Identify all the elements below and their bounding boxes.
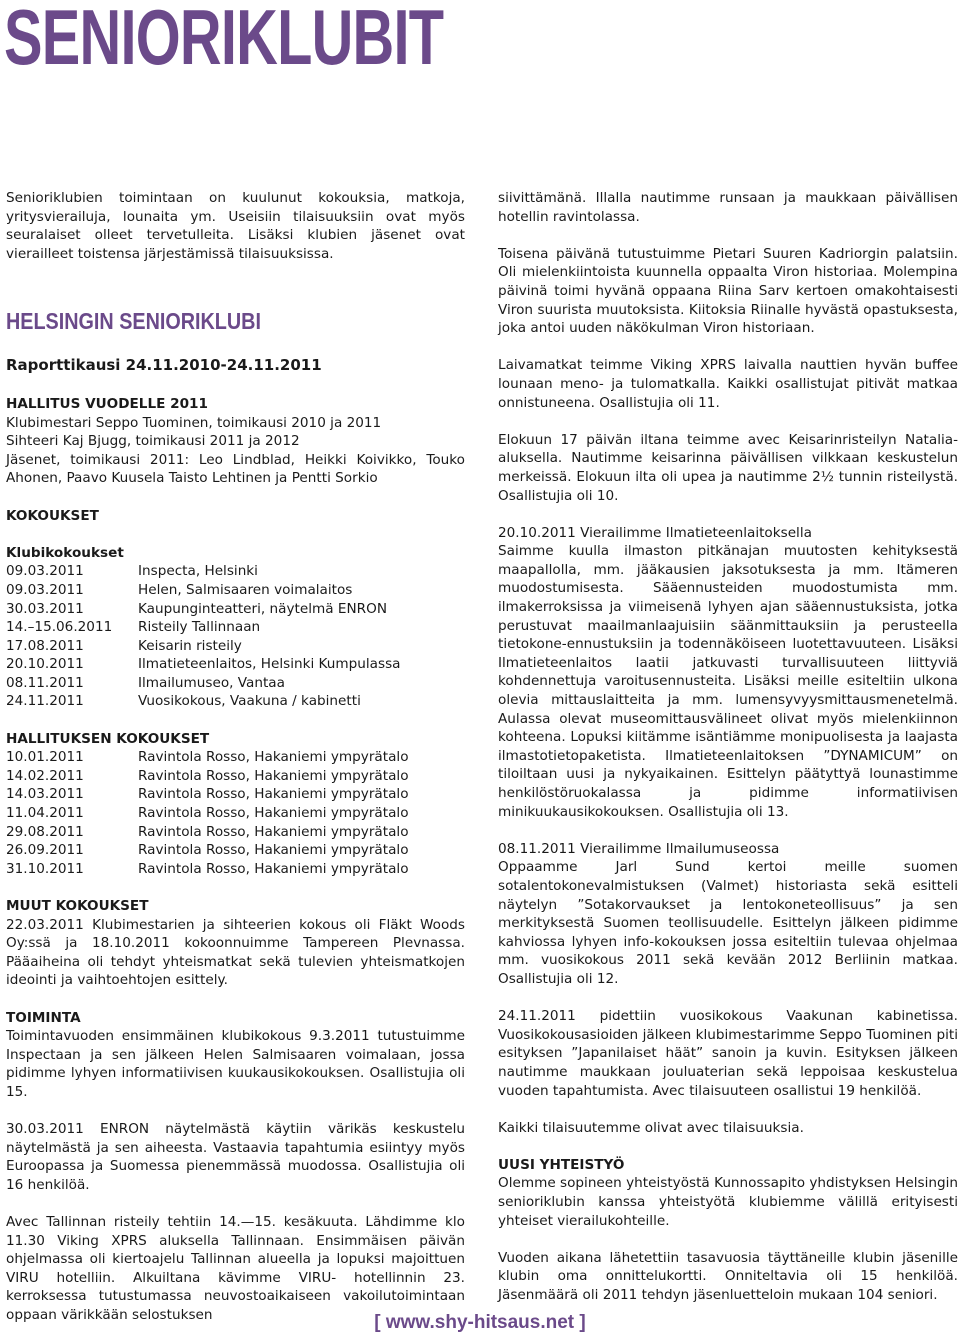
meeting-place: Ravintola Rosso, Hakaniemi ympyrätalo <box>138 842 409 859</box>
meeting-date: 14.03.2011 <box>6 786 84 803</box>
meeting-row <box>6 562 465 581</box>
meeting-place: Ravintola Rosso, Hakaniemi ympyrätalo <box>138 823 409 840</box>
board-line: Klubimestari Seppo Tuominen, toimikausi 2010 ja 2011 <box>6 414 382 431</box>
meeting-date: 29.08.2011 <box>6 823 84 840</box>
meeting-place: Vuosikokous, Vaakuna / kabinetti <box>138 693 361 710</box>
meeting-place: Inspecta, Helsinki <box>138 563 258 580</box>
meeting-row <box>6 841 465 860</box>
right-paragraph: siivittämänä. Illalla nautimme runsaan ja maukkaan päivällisen hotellin ravintolassa. <box>498 190 958 225</box>
meeting-date: 26.09.2011 <box>6 842 84 859</box>
meeting-row <box>6 637 465 656</box>
meeting-place: Ravintola Rosso, Hakaniemi ympyrätalo <box>138 767 409 784</box>
club-meetings-heading: Klubikokoukset <box>6 544 124 561</box>
right-paragraph: Oppaamme Jarl Sund kertoi meille suomen sotalentokonevalmistuksen (Valmet) historiasta sekä esitteli näytelyn ”Sotakorvaukset ja lentokoneteollisuus” ja sen merkityksestä Suomen teollisuudelle. Esittelyn jälkeen pidimme kahviossa lyhyen info-kokouksen jossa esiteltiin tulevaa ohjelmaa mm. vuosikokous 2011 sekä kevään 2012 Berliinin matkaa. Osallistujia oli 12. <box>498 859 958 987</box>
footer-url[interactable]: [ www.shy-hitsaus.net ] <box>374 1312 586 1333</box>
activity-paragraph: 30.03.2011 ENRON näytelmästä käytiin värikäs keskustelu näytelmästä ja sen aiheesta. Vastaavia tapahtumia esiintyy myös Euroopassa ja Suomessa pienemmässä muodossa. Osallistujia oli 16 henkilöä. <box>6 1121 465 1193</box>
meeting-place: Ilmatieteenlaitos, Helsinki Kumpulassa <box>138 656 401 673</box>
board-heading: HALLITUS VUODELLE 2011 <box>6 395 208 412</box>
meeting-date: 24.11.2011 <box>6 693 84 710</box>
report-period: Raporttikausi 24.11.2010-24.11.2011 <box>6 356 322 375</box>
meeting-row <box>6 692 465 711</box>
other-meetings-text: 22.03.2011 Klubimestarien ja sihteerien kokous oli Fläkt Woods Oy:ssä ja 18.10.2011 kokoonnuimme Tampereen Plevnassa. Pääaiheina oli tehdyt yhteismatkat sekä tulevien yhteismatkojen ideointi ja vaihtoehtojen esittely. <box>6 916 465 989</box>
meeting-row <box>6 674 465 693</box>
meeting-place: Ilmailumuseo, Vantaa <box>138 674 285 691</box>
right-paragraph: Vuoden aikana lähetettiin tasavuosia täyttäneille klubin jäsenille klubin oma onnittelukortti. Onniteltavia oli 15 henkilöä. Jäsenmäärä oli 2011 tehdyn jäsenluetteloin mukaan 104 seniori. <box>498 1249 958 1304</box>
right-paragraph: Toisena päivänä tutustuimme Pietari Suuren Kadriorgin palatsiin. Oli mielenkiintoista kuunnella oppaalta Viron historiaa. Molempina päivinä toimi hyvänä oppaana Riina Sarv kertoen omakohtaisesti Viron suurista muutoksista. Kiitoksia Riinalle hyvästä opastuksesta, joka antoi uuden näkökulman Viron historiaan. <box>498 245 958 337</box>
meeting-row <box>6 600 465 619</box>
right-column <box>498 189 958 1305</box>
club-meetings-list <box>6 562 465 711</box>
meeting-date: 14.02.2011 <box>6 767 84 784</box>
board-meetings-heading: HALLITUKSEN KOKOUKSET <box>6 730 210 747</box>
meeting-date: 08.11.2011 <box>6 674 84 691</box>
meeting-place: Risteily Tallinnaan <box>138 619 261 636</box>
board-line: Sihteeri Kaj Bjugg, toimikausi 2011 ja 2012 <box>6 433 300 450</box>
activity-paragraph: Toimintavuoden ensimmäinen klubikokous 9.3.2011 tutustuimme Inspectaan ja sen jälkeen Helen Salmisaaren voimalaan, jossa pidimme lyhyen informatiivisen kuukausikokouksen. Osallistujia oli 15. <box>6 1028 465 1100</box>
page-title: SENIORIKLUBIT <box>4 0 444 81</box>
meeting-date: 09.03.2011 <box>6 581 84 598</box>
intro-paragraph: Senioriklubien toimintaan on kuulunut kokouksia, matkoja, yritysvierailuja, lounaita ym. Useisiin tilaisuuksiin ovat myös seuralaiset olleet tervetulleita. Lisäksi klubien jäsenet ovat vierailleet toistensa järjestämissä tilaisuuksissa. <box>6 190 465 262</box>
board-line: Jäsenet, toimikausi 2011: Leo Lindblad, Heikki Koivikko, Touko Ahonen, Paavo Kuusela Taisto Lehtinen ja Pentti Sorkio <box>6 451 465 487</box>
right-paragraph: Kaikki tilaisuutemme olivat avec tilaisuuksia. <box>498 1119 804 1136</box>
meeting-row <box>6 748 465 767</box>
meeting-row <box>6 581 465 600</box>
right-paragraph: 24.11.2011 pidettiin vuosikokous Vaakunan kabinetissa. Vuosikokousasioiden jälkeen klubimestarimme Seppo Tuominen piti esityksen ”Japanilaiset häät” sanoin ja kuvin. Esityksen jälkeen nautimme maukkaan jouluaterian sekä leppoisaa keskustelua vuoden tapahtumista. Avec tilaisuuteen osallistui 19 henkilöä. <box>498 1008 958 1099</box>
meeting-row <box>6 618 465 637</box>
meeting-row <box>6 860 465 879</box>
new-cooperation-heading: UUSI YHTEISTYÖ <box>498 1156 625 1173</box>
right-paragraph: Laivamatkat teimme Viking XPRS laivalla nauttien hyvän buffee lounaan meno- ja tulomatkalla. Kaikki osallistujat pitivät matkaa onnistuneena. Osallistujia oli 11. <box>498 357 958 411</box>
meeting-place: Ravintola Rosso, Hakaniemi ympyrätalo <box>138 749 409 766</box>
meeting-row <box>6 767 465 786</box>
right-paragraph: Elokuun 17 päivän iltana teimme avec Keisarinristeilyn Natalia-aluksella. Nautimme keisarinna päivällisen vilkkaan keskustelun merkeissä. Elokuun ilta oli upea ja nautimme 2½ tunnin risteilystä. Osallistujia oli 10. <box>498 431 958 504</box>
meeting-date: 31.10.2011 <box>6 860 84 877</box>
meeting-place: Kaupunginteatteri, näytelmä ENRON <box>138 600 387 617</box>
meeting-date: 17.08.2011 <box>6 637 84 654</box>
meetings-heading: KOKOUKSET <box>6 507 99 524</box>
meeting-place: Ravintola Rosso, Hakaniemi ympyrätalo <box>138 805 409 822</box>
meeting-date: 09.03.2011 <box>6 563 84 580</box>
other-meetings-heading: MUUT KOKOUKSET <box>6 898 149 914</box>
visit-title: 08.11.2011 Vierailimme Ilmailumuseossa <box>498 840 780 857</box>
meeting-row <box>6 804 465 823</box>
meeting-place: Keisarin risteily <box>138 637 242 654</box>
meeting-place: Ravintola Rosso, Hakaniemi ympyrätalo <box>138 786 409 803</box>
board-meetings-list <box>6 748 465 878</box>
meeting-date: 30.03.2011 <box>6 600 84 617</box>
right-paragraph: Saimme kuulla ilmaston pitkänajan muutosten kehityksestä maapallolla, mm. jääkausien jaksotuksesta ja mm. Itämeren muodostumisesta. Sääennusteiden muodostumista mm. ilmakerroksissa ja viimeisenä lyhyen ajan sääennustuksista, jotka perustuvat maailmanlaajuisiin säänmittauksiin ja perusteella tietokone-ennustuksiin ja todennäköiseen luotettavuuteen. Lisäksi Ilmatieteenlaitos laatii jatkuvasti turvallisuuteen liittyviä kohdennettuja varoitusennusteita. Lisäksi meille esiteltiin ulkona olevia mittauslaitteita ja mm. lumensyvyysmittausmenetelmä. Aulassa olevat museomittausvälineet olivat myös mielenkiinnon kohteena. Lopuksi kiitämme isäntiämme monipuolisesta ja laajasta ilmastotietopaketista. Ilmatieteenlaitoksen ”DYNAMICUM” on tiloiltaan uusi ja nykyaikainen. Esittelyn päätyttyä lounastimme henkilöstöruokalassa ja pidimme informatiivisen minikuukausikokouksen. Osallistujia oli 13. <box>498 543 958 820</box>
club-title: HELSINGIN SENIORIKLUBI <box>6 308 261 335</box>
meeting-row <box>6 823 465 842</box>
meeting-place: Ravintola Rosso, Hakaniemi ympyrätalo <box>138 860 409 877</box>
meeting-date: 10.01.2011 <box>6 749 84 766</box>
left-column <box>6 189 465 1325</box>
meeting-row <box>6 785 465 804</box>
activity-paragraph: Avec Tallinnan risteily tehtiin 14.—15. kesäkuuta. Lähdimme klo 11.30 Viking XPRS aluksella Tallinnaan. Ensimmäisen päivän ohjelmassa oli kiertoajelu Tallinnan alueella ja lopuksi majoittuen VIRU hotelliin. Alkuiltana kävimme VIRU- hotellinnin 23. kerroksessa tutustumassa neuvostoaikaiseen vakoilutoimintaan oppaan värikkään selostuksen <box>6 1214 465 1324</box>
meeting-date: 11.04.2011 <box>6 805 84 822</box>
meeting-row <box>6 655 465 674</box>
meeting-date: 20.10.2011 <box>6 656 84 673</box>
meeting-date: 14.–15.06.2011 <box>6 619 113 636</box>
activity-heading: TOIMINTA <box>6 1009 81 1026</box>
meeting-place: Helen, Salmisaaren voimalaitos <box>138 581 353 598</box>
right-paragraph: Olemme sopineen yhteistyöstä Kunnossapito yhdistyksen Helsingin senioriklubin kanssa yhteistyötä klubiemme välillä erityisesti yhteiset vierailukohteille. <box>498 1175 958 1229</box>
visit-title: 20.10.2011 Vierailimme Ilmatieteenlaitoksella <box>498 524 812 541</box>
